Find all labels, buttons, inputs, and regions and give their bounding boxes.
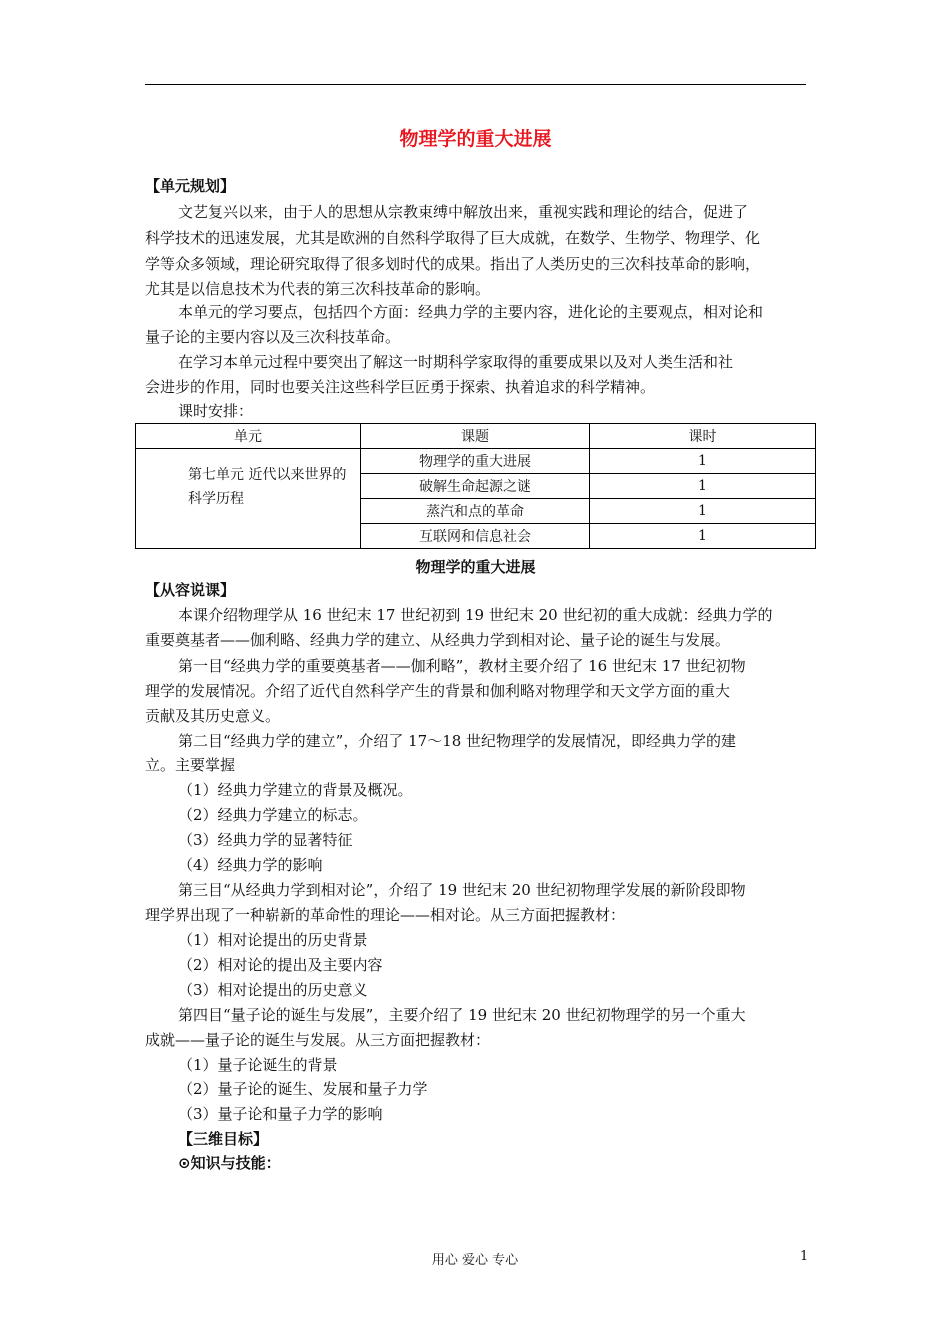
- hours-cell: 1: [590, 474, 816, 499]
- item4-line: 第四目“量子论的诞生与发展”，主要介绍了 19 世纪末 20 世纪初物理学的另一个重大: [178, 1006, 746, 1024]
- item2-line: 第二目“经典力学的建立”，介绍了 17～18 世纪物理学的发展情况，即经典力学的建: [178, 732, 737, 750]
- schedule-table: [135, 423, 816, 549]
- schedule-label: 课时安排：: [178, 402, 254, 420]
- unit-cell: 第七单元 近代以来世界的科学历程: [136, 449, 361, 549]
- lecture-heading: 【从容说课】: [145, 581, 236, 599]
- header-hours: 课时: [590, 424, 816, 449]
- plan-paragraph-1-line: 学等众多领域，理论研究取得了很多划时代的成果。指出了人类历史的三次科技革命的影响，: [145, 255, 761, 273]
- plan-paragraph-1-line: 科学技术的迅速发展，尤其是欧洲的自然科学取得了巨大成就，在数学、生物学、物理学、化: [145, 229, 761, 247]
- plan-paragraph-1-line: 文艺复兴以来，由于人的思想从宗教束缚中解放出来，重视实践和理论的结合，促进了: [178, 203, 749, 221]
- item1-line: 第一目“经典力学的重要奠基者——伽利略”，教材主要介绍了 16 世纪末 17 世纪初物: [178, 657, 746, 675]
- topic-cell: 物理学的重大进展: [361, 449, 590, 474]
- item2-line: 立。主要掌握: [145, 756, 236, 774]
- item4-point: （2）量子论的诞生、发展和量子力学: [178, 1080, 428, 1098]
- plan-paragraph-3-line: 在学习本单元过程中要突出了解这一时期科学家取得的重要成果以及对人类生活和社: [178, 353, 734, 371]
- footer-motto: 用心 爱心 专心: [431, 1253, 519, 1268]
- goals-heading: 【三维目标】: [178, 1130, 269, 1148]
- item4-line: 成就——量子论的诞生与发展。从三方面把握教材：: [145, 1031, 491, 1049]
- table-header-row: [136, 424, 816, 449]
- lecture-intro-line: 重要奠基者——伽利略、经典力学的建立、从经典力学到相对论、量子论的诞生与发展。: [145, 631, 731, 649]
- item3-point: （2）相对论的提出及主要内容: [178, 956, 383, 974]
- lesson-title: 物理学的重大进展: [415, 558, 536, 576]
- item2-point: （1）经典力学建立的背景及概况。: [178, 781, 413, 799]
- header-unit: 单元: [136, 424, 361, 449]
- hours-cell: 1: [590, 524, 816, 549]
- page-title: 物理学的重大进展: [399, 128, 552, 150]
- item1-line: 理学的发展情况。介绍了近代自然科学产生的背景和伽利略对物理学和天文学方面的重大: [145, 682, 731, 700]
- header-topic: 课题: [361, 424, 590, 449]
- plan-heading: 【单元规划】: [145, 177, 236, 195]
- header-rule: [145, 84, 806, 85]
- goals-knowledge: ⊙知识与技能：: [178, 1154, 281, 1172]
- topic-cell: 蒸汽和点的革命: [361, 499, 590, 524]
- plan-paragraph-3-line: 会进步的作用，同时也要关注这些科学巨匠勇于探索、执着追求的科学精神。: [145, 378, 656, 396]
- hours-cell: 1: [590, 499, 816, 524]
- hours-cell: 1: [590, 449, 816, 474]
- item4-point: （3）量子论和量子力学的影响: [178, 1105, 383, 1123]
- topic-cell: 破解生命起源之谜: [361, 474, 590, 499]
- topic-cell: 互联网和信息社会: [361, 524, 590, 549]
- plan-paragraph-1-line: 尤其是以信息技术为代表的第三次科技革命的影响。: [145, 280, 491, 298]
- item3-line: 理学界出现了一种崭新的革命性的理论——相对论。从三方面把握教材：: [145, 906, 626, 924]
- table-row: [136, 449, 816, 474]
- item2-point: （3）经典力学的显著特征: [178, 831, 353, 849]
- item3-point: （1）相对论提出的历史背景: [178, 931, 368, 949]
- item2-point: （2）经典力学建立的标志。: [178, 806, 368, 824]
- item1-line: 贡献及其历史意义。: [145, 707, 281, 725]
- page-number: 1: [800, 1249, 809, 1264]
- item3-point: （3）相对论提出的历史意义: [178, 981, 368, 999]
- item2-point: （4）经典力学的影响: [178, 856, 323, 874]
- lecture-intro-line: 本课介绍物理学从 16 世纪末 17 世纪初到 19 世纪末 20 世纪初的重大成就：经典力学的: [178, 606, 773, 624]
- item3-line: 第三目“从经典力学到相对论”，介绍了 19 世纪末 20 世纪初物理学发展的新阶段即物: [178, 881, 746, 899]
- plan-paragraph-2-line: 本单元的学习要点，包括四个方面：经典力学的主要内容，进化论的主要观点，相对论和: [178, 303, 764, 321]
- item4-point: （1）量子论诞生的背景: [178, 1056, 338, 1074]
- plan-paragraph-2-line: 量子论的主要内容以及三次科技革命。: [145, 328, 401, 346]
